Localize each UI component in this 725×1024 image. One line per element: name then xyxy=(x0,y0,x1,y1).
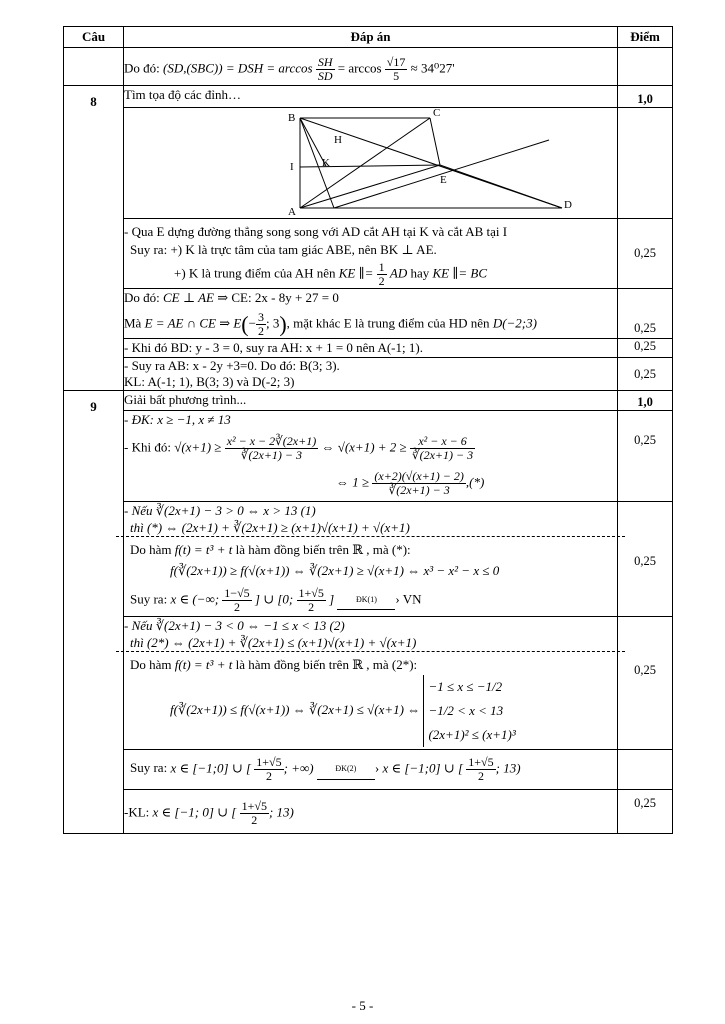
q9-neu2-line1: - Nếu ∛(2x+1) − 3 < 0 ⇔ −1 ≤ x < 13 (2) xyxy=(124,618,345,633)
q9-ham1-line3: Suy ra: x ∈ (−∞; $\frac{1-√5}{2}$ ] ∪ [0; $\frac{1+√5}{2}$ ] ĐK(1) › VN xyxy=(130,586,422,614)
page-number: - 5 - xyxy=(351,998,374,1013)
q9-dk: - ĐK: x ≥ −1, x ≠ 13 xyxy=(124,412,231,427)
q8-geometry-figure xyxy=(124,108,604,218)
label-C: C xyxy=(433,108,441,119)
q8-title: Tìm tọa độ các đỉnh… xyxy=(124,86,618,108)
prev-result: ≈ 34⁰27' xyxy=(410,60,455,76)
q9-number: 9 xyxy=(64,391,124,834)
answer-page xyxy=(63,26,673,834)
label-K: K xyxy=(322,157,330,169)
prev-frac2: $\frac{√17}{5}$ xyxy=(386,55,406,83)
q9-block3 xyxy=(64,617,673,750)
q9-block2-points: 0,25 xyxy=(618,502,673,617)
q8-p2-points: 0,25 xyxy=(618,289,673,339)
q8-p4-line2: KL: A(-1; 1), B(3; 3) và D(-2; 3) xyxy=(124,374,295,389)
q8-p4-points: 0,25 xyxy=(618,358,673,391)
q8-p1-line2: Suy ra: +) K là trực tâm của tam giác ABE, nên BK ⊥ AE. xyxy=(130,242,437,257)
label-H: H xyxy=(334,134,342,146)
q8-title-points: 1,0 xyxy=(618,86,673,108)
q8-figure-row xyxy=(64,108,673,219)
label-I: I xyxy=(290,161,294,173)
q9-ham1-line2: f(∛(2x+1)) ≥ f(√(x+1)) ⇔ ∛(2x+1) ≥ √(x+1) ⇔ x³ − x² − x ≤ 0 xyxy=(170,563,500,578)
q9-khido: - Khi đó: √(x+1) ≥ $\frac{\text{x² − x − 2∛(2x+1)}}{∛(2x+1) - 3}$ ⇔ √(x+1) + 2 ≥ $\frac{\text{x² − x − 6}}{∛(2x+1) - 3}$ xyxy=(124,434,474,462)
q8-p2-line2: Mà E = AE ∩ CE ⇒ E(− $\frac{3}{2}$ ; 3), mặt khác E là trung điểm của HD nên D(−2;3) xyxy=(124,310,537,338)
q9-ham2-system: −1 ≤ x ≤ −1/2 −1/2 < x < 13 (2x+1)² ≤ (x+1)³ xyxy=(423,675,515,747)
q9-neu1-line2: thì (*) ⇔ (2x+1) + ∛(2x+1) ≥ (x+1)√(x+1) + √(x+1) xyxy=(116,519,625,537)
q8-p3-line: - Khi đó BD: y - 3 = 0, suy ra AH: x + 1 = 0 nên A(-1; 1). xyxy=(124,339,618,358)
q9-title-points: 1,0 xyxy=(618,391,673,411)
q9-block2 xyxy=(64,502,673,617)
q9-khido2: ⇔ 1 ≥ $\frac{(x+2)(√(x+1) - 2)}{∛(2x+1) - 3}$ ,(*) xyxy=(336,469,485,497)
prev-frac1: $\frac{SH}{SD}$ xyxy=(317,55,333,83)
q8-p2-line1: Do đó: CE ⊥ AE ⇒ CE: 2x - 8y + 27 = 0 xyxy=(124,290,339,305)
q8-p1-line1: - Qua E dựng đường thẳng song song với AD cắt AH tại K và cắt AB tại I xyxy=(124,224,508,239)
prev-formula: (SD,(SBC)) = DSH = arccos xyxy=(163,60,313,76)
header-row xyxy=(64,27,673,48)
q9-conclusion-points: 0,25 xyxy=(618,790,673,834)
q8-p1-points: 0,25 xyxy=(618,219,673,289)
q9-ham2-eq: f(∛(2x+1)) ≤ f(√(x+1)) ⇔ ∛(2x+1) ≤ √(x+1) ⇔ −1 ≤ x ≤ −1/2 −1/2 < x < 13 (2x+1)² ≤ (x+1)³ xyxy=(124,675,617,747)
label-A: A xyxy=(288,206,296,218)
q8-part2 xyxy=(64,289,673,339)
q8-p4-line1: - Suy ra AB: x - 2y +3=0. Do đó: B(3; 3). xyxy=(124,358,340,373)
q9-title-row xyxy=(64,391,673,411)
header-answer: Đáp án xyxy=(124,27,618,48)
label-D: D xyxy=(564,199,572,211)
header-points: Điểm xyxy=(618,27,673,48)
q9-neu2-line2: thì (2*) ⇔ (2x+1) + ∛(2x+1) ≤ (x+1)√(x+1) + √(x+1) xyxy=(116,634,625,652)
q8-p1-line3: +) K là trung điểm của AH nên KE ∥= $\frac{1}{2}$ AD hay KE ∥= BC xyxy=(174,260,488,288)
q9-ham1-line1: Do hàm f(t) = t³ + t là hàm đồng biến trên ℝ , mà (*): xyxy=(130,542,411,557)
q8-part1 xyxy=(64,219,673,289)
q9-block1 xyxy=(64,411,673,502)
q8-p3-points: 0,25 xyxy=(618,339,673,358)
answer-table xyxy=(63,26,673,834)
q8-number: 8 xyxy=(64,86,124,391)
q9-vn: VN xyxy=(402,591,422,607)
label-B: B xyxy=(288,112,296,124)
prev-prefix: Do đó: xyxy=(124,60,160,76)
label-E: E xyxy=(440,174,447,186)
q8-part3 xyxy=(64,339,673,358)
q9-block4: Suy ra: x ∈ [−1;0] ∪ [ $\frac{1+√5}{2}$ ; +∞) ĐK(2) › x ∈ [−1;0] ∪ [ $\frac{1+√5}{2}$ ; 13) xyxy=(64,750,673,790)
header-question: Câu xyxy=(64,27,124,48)
q9-arrow-dk2: ĐK(2) xyxy=(317,760,375,780)
q9-neu1-line1: - Nếu ∛(2x+1) − 3 > 0 ⇔ x > 13 (1) xyxy=(124,503,316,518)
q9-block3-points: 0,25 xyxy=(618,617,673,750)
q9-block1-points: 0,25 xyxy=(618,411,673,502)
q9-conclusion: -KL: x ∈ [−1; 0] ∪ [ $\frac{1+√5}{2}$ ; 13) 0,25 xyxy=(64,790,673,834)
prev-row xyxy=(64,48,673,86)
q8-title-row xyxy=(64,86,673,108)
q9-arrow-dk1: ĐK(1) xyxy=(337,591,395,610)
q8-part4 xyxy=(64,358,673,391)
q9-title: Giải bất phương trình... xyxy=(124,391,618,411)
q9-ham2-line1: Do hàm f(t) = t³ + t là hàm đồng biến trên ℝ , mà (2*): xyxy=(130,657,418,672)
prev-mid: = arccos xyxy=(337,60,382,76)
